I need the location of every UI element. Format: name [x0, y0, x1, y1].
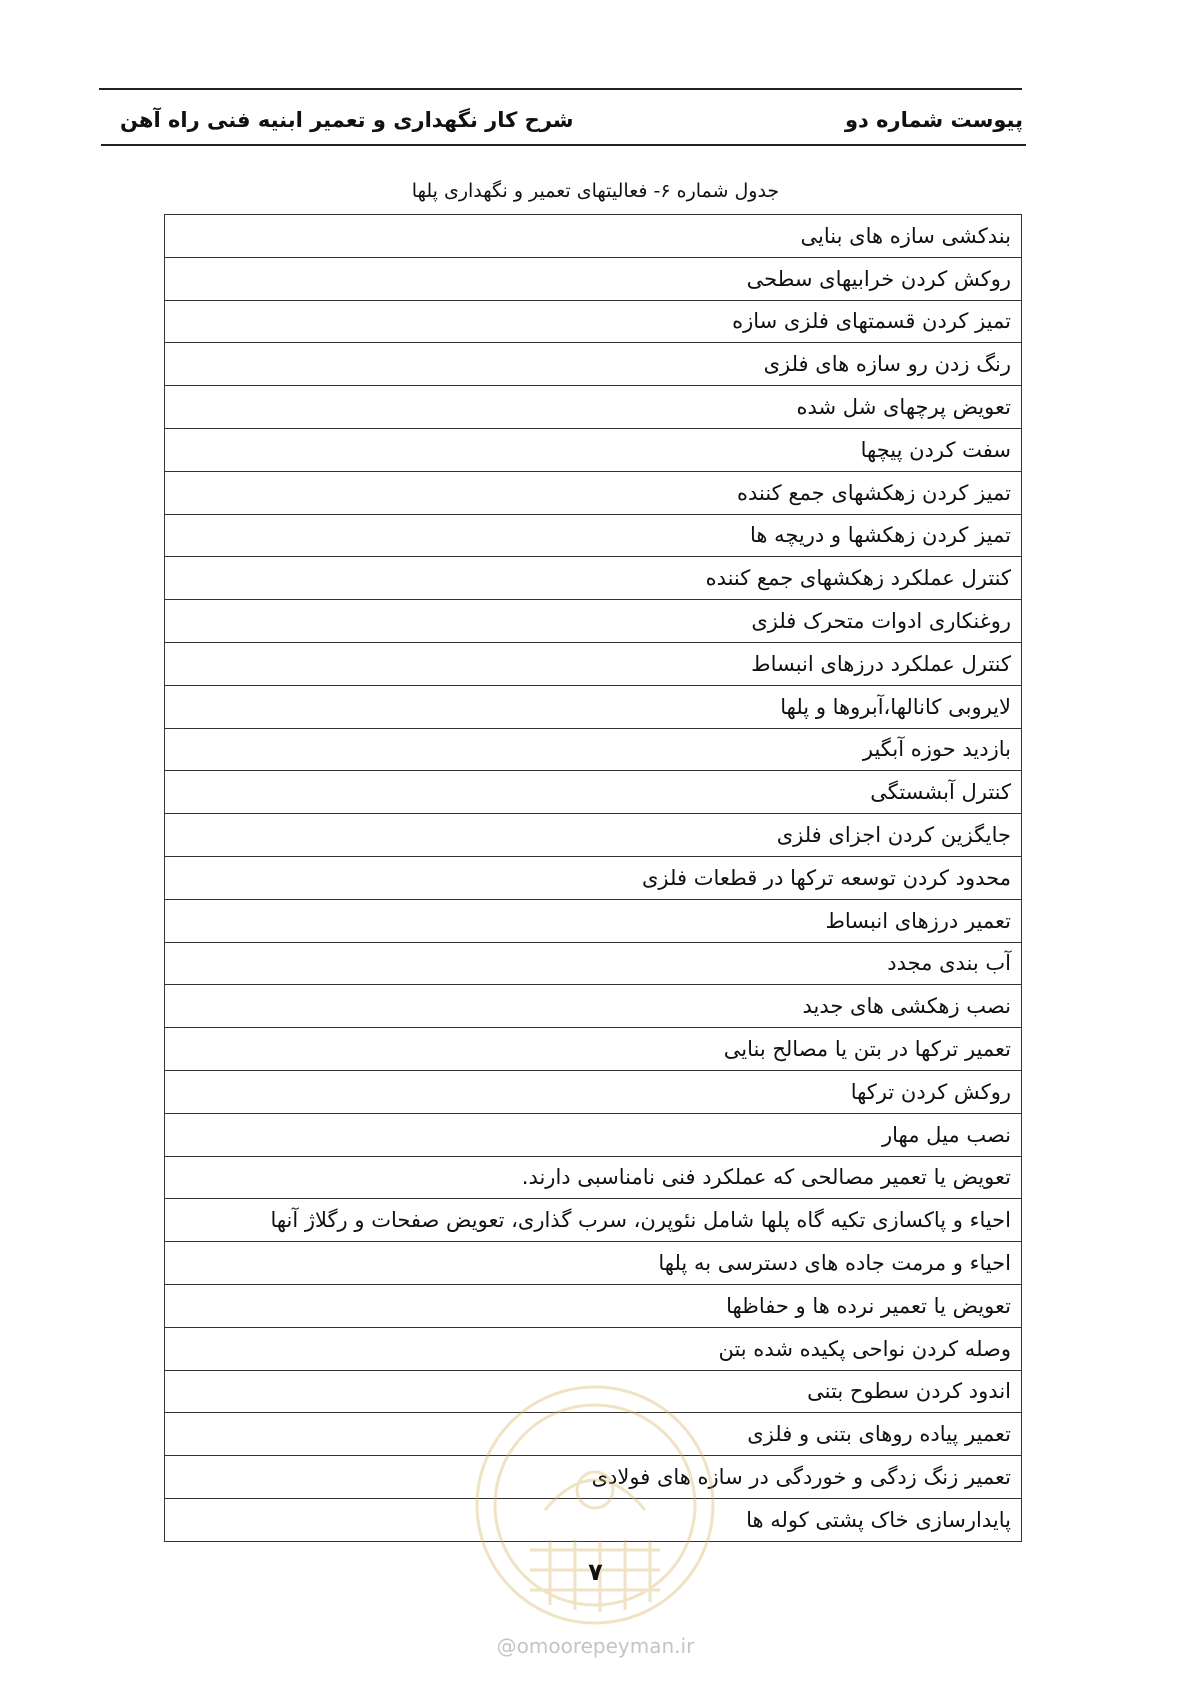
activity-cell: تعمیر زنگ زدگی و خوردگی در سازه های فولادی	[165, 1456, 1022, 1499]
activity-cell: بازدید حوزه آبگیر	[165, 728, 1022, 771]
page-number: ۷	[588, 1558, 603, 1586]
activity-cell: کنترل آبشستگی	[165, 771, 1022, 814]
activities-table	[164, 214, 1022, 1542]
table-row	[165, 1199, 1022, 1242]
table-row	[165, 343, 1022, 386]
activity-cell: نصب میل مهار	[165, 1113, 1022, 1156]
table-row	[165, 642, 1022, 685]
activities-table-body	[165, 215, 1022, 1542]
activity-cell: تمیز کردن زهکشهای جمع کننده	[165, 471, 1022, 514]
table-row	[165, 471, 1022, 514]
table-row	[165, 557, 1022, 600]
seal-watermark-icon	[470, 1380, 720, 1630]
activity-cell: آب بندی مجدد	[165, 942, 1022, 985]
header-bottom-rule	[101, 144, 1026, 146]
table-caption: جدول شماره ۶- فعالیتهای تعمیر و نگهداری پلها	[411, 180, 780, 202]
watermark-text: @omoorepeyman.ir	[496, 1634, 695, 1658]
activity-cell: لایروبی کانالها،آبروها و پلها	[165, 685, 1022, 728]
table-row	[165, 600, 1022, 643]
table-row	[165, 899, 1022, 942]
table-row	[165, 1284, 1022, 1327]
table-row	[165, 1113, 1022, 1156]
table-row	[165, 985, 1022, 1028]
table-row	[165, 1242, 1022, 1285]
activity-cell: تعمیر درزهای انبساط	[165, 899, 1022, 942]
table-row	[165, 428, 1022, 471]
table-row	[165, 856, 1022, 899]
activity-cell: تعمیر پیاده روهای بتنی و فلزی	[165, 1413, 1022, 1456]
activity-cell: وصله کردن نواحی پکیده شده بتن	[165, 1327, 1022, 1370]
activity-cell: پایدارسازی خاک پشتی کوله ها	[165, 1498, 1022, 1541]
activity-cell: احیاء و مرمت جاده های دسترسی به پلها	[165, 1242, 1022, 1285]
header-document-title: شرح کار نگهداری و تعمیر ابنیه فنی راه آهن	[120, 108, 574, 132]
table-row	[165, 386, 1022, 429]
table-row	[165, 1156, 1022, 1199]
activity-cell: سفت کردن پیچها	[165, 428, 1022, 471]
table-row	[165, 728, 1022, 771]
activity-cell: بندکشی سازه های بنایی	[165, 215, 1022, 258]
activity-cell: جایگزین کردن اجزای فلزی	[165, 814, 1022, 857]
activity-cell: محدود کردن توسعه ترکها در قطعات فلزی	[165, 856, 1022, 899]
table-row	[165, 685, 1022, 728]
activity-cell: تعمیر ترکها در بتن یا مصالح بنایی	[165, 1028, 1022, 1071]
table-row	[165, 1327, 1022, 1370]
table-row	[165, 215, 1022, 258]
table-row	[165, 814, 1022, 857]
activity-cell: تمیز کردن زهکشها و دریچه ها	[165, 514, 1022, 557]
activity-cell: تعویض پرچهای شل شده	[165, 386, 1022, 429]
header-appendix-title: پیوست شماره دو	[844, 108, 1023, 132]
activity-cell: کنترل عملکرد درزهای انبساط	[165, 642, 1022, 685]
activity-cell: نصب زهکشی های جدید	[165, 985, 1022, 1028]
activity-cell: رنگ زدن رو سازه های فلزی	[165, 343, 1022, 386]
activity-cell: تمیز کردن قسمتهای فلزی سازه	[165, 300, 1022, 343]
activity-cell: روغنکاری ادوات متحرک فلزی	[165, 600, 1022, 643]
activity-cell: کنترل عملکرد زهکشهای جمع کننده	[165, 557, 1022, 600]
table-row	[165, 1070, 1022, 1113]
activity-cell: احیاء و پاکسازی تکیه گاه پلها شامل نئوپرن، سرب گذاری، تعویض صفحات و رگلاژ آنها	[165, 1199, 1022, 1242]
activity-cell: روکش کردن ترکها	[165, 1070, 1022, 1113]
table-row	[165, 771, 1022, 814]
activity-cell: تعویض یا تعمیر نرده ها و حفاظها	[165, 1284, 1022, 1327]
activity-cell: تعویض یا تعمیر مصالحی که عملکرد فنی نامناسبی دارند.	[165, 1156, 1022, 1199]
table-row	[165, 257, 1022, 300]
table-row	[165, 1028, 1022, 1071]
table-row	[165, 514, 1022, 557]
table-row	[165, 300, 1022, 343]
header-top-rule	[99, 88, 1022, 90]
activity-cell: اندود کردن سطوح بتنی	[165, 1370, 1022, 1413]
activity-cell: روکش کردن خرابیهای سطحی	[165, 257, 1022, 300]
table-row	[165, 942, 1022, 985]
